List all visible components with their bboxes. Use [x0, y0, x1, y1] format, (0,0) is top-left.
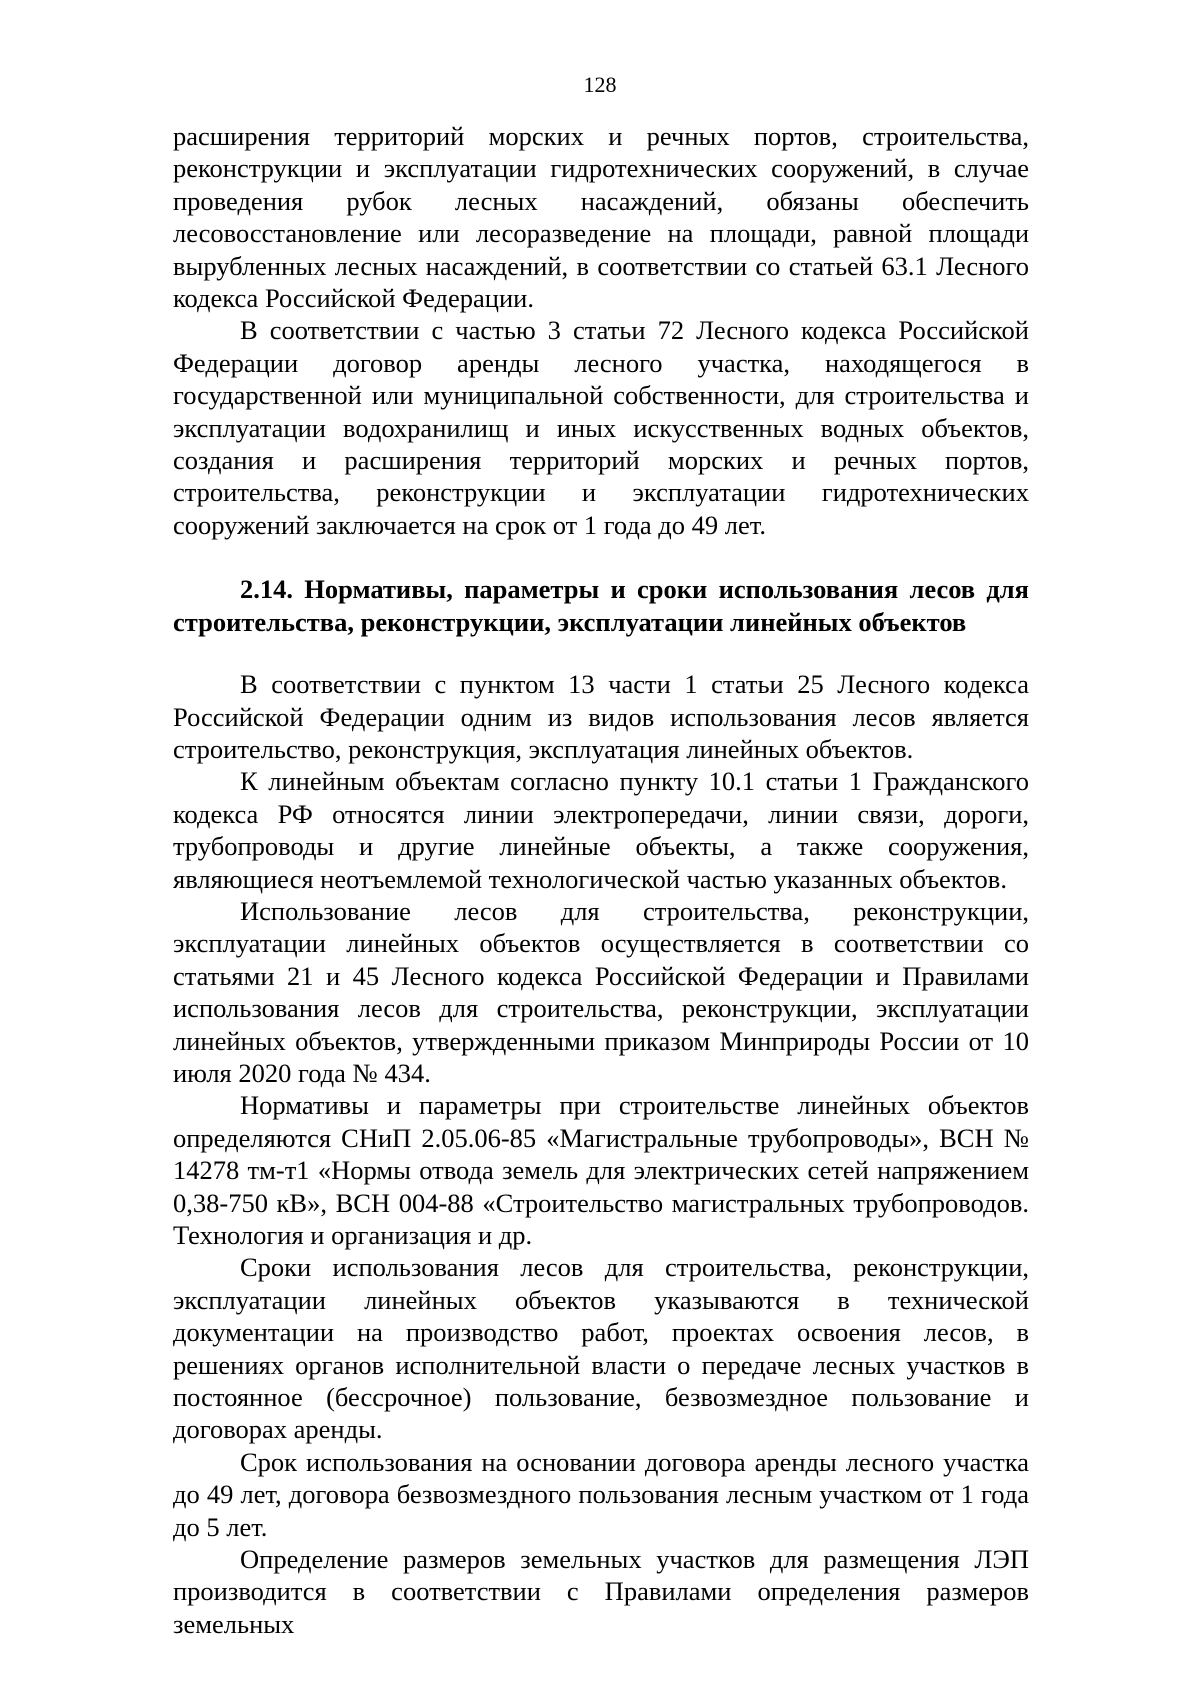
- document-body: [173, 120, 1029, 1640]
- paragraph-continuation: расширения территорий морских и речных портов, строительства, реконструкции и эксплуатации гидротехнических сооружений, в случае проведения рубок лесных насаждений, обязаны обеспечить лесовосстановление или лесоразведение на площади, равной площади вырубленных лесных насаждений, в соответствии со статьей 63.1 Лесного кодекса Российской Федерации.: [173, 121, 1029, 314]
- paragraph-power-line-land-size: Определение размеров земельных участков для размещения ЛЭП производится в соответствии с Правилами определения размеров земельных: [173, 1544, 1029, 1639]
- page-number: 128: [583, 72, 617, 97]
- paragraph-linear-objects-definition: К линейным объектам согласно пункту 10.1 статьи 1 Гражданского кодекса РФ относятся линии электропередачи, линии связи, дороги, трубопроводы и другие линейные объекты, а также сооружения, являющиеся неотъемлемой технологической частью указанных объектов.: [173, 766, 1029, 894]
- paragraph-lease-duration: Срок использования на основании договора аренды лесного участка до 49 лет, договора безвозмездного пользования лесным участком от 1 года до 5 лет.: [173, 1446, 1029, 1542]
- paragraph-lease-term-water-objects: В соответствии с частью 3 статьи 72 Лесного кодекса Российской Федерации договор аренды лесного участка, находящегося в государственной или муниципальной собственности, для строительства и эксплуатации водохранилищ и иных искусственных водных объектов, создания и расширения территорий морских и речных портов, строительства, реконструкции и эксплуатации гидротехнических сооружений заключается на срок от 1 года до 49 лет.: [173, 315, 1029, 540]
- paragraph-forest-use-rules: Использование лесов для строительства, реконструкции, эксплуатации линейных объектов осуществляется в соответствии со статьями 21 и 45 Лесного кодекса Российской Федерации и Правилами использования лесов для строительства, реконструкции, эксплуатации линейных объектов, утвержденными приказом Минприроды России от 10 июля 2020 года № 434.: [173, 895, 1029, 1088]
- paragraph-norms-parameters: Нормативы и параметры при строительстве линейных объектов определяются СНиП 2.05.06-85 «Магистральные трубопроводы», ВСН № 14278 тм-т1 «Нормы отвода земель для электрических сетей напряжением 0,38-750 кВ», ВСН 004-88 «Строительство магистральных трубопроводов. Технология и организация и др.: [173, 1090, 1029, 1250]
- paragraph-forest-use-type: В соответствии с пунктом 13 части 1 статьи 25 Лесного кодекса Российской Федерации одним из видов использования лесов является строительство, реконструкция, эксплуатация линейных объектов.: [173, 669, 1029, 764]
- section-heading: 2.14. Нормативы, параметры и сроки использования лесов для строительства, реконструкции, эксплуатации линейных объектов: [173, 574, 1029, 637]
- paragraph-use-terms: Сроки использования лесов для строительства, реконструкции, эксплуатации линейных объектов указываются в технической документации на производство работ, проектах освоения лесов, в решениях органов исполнительной власти о передаче лесных участков в постоянное (бессрочное) пользование, безвозмездное пользование и договорах аренды.: [173, 1252, 1029, 1445]
